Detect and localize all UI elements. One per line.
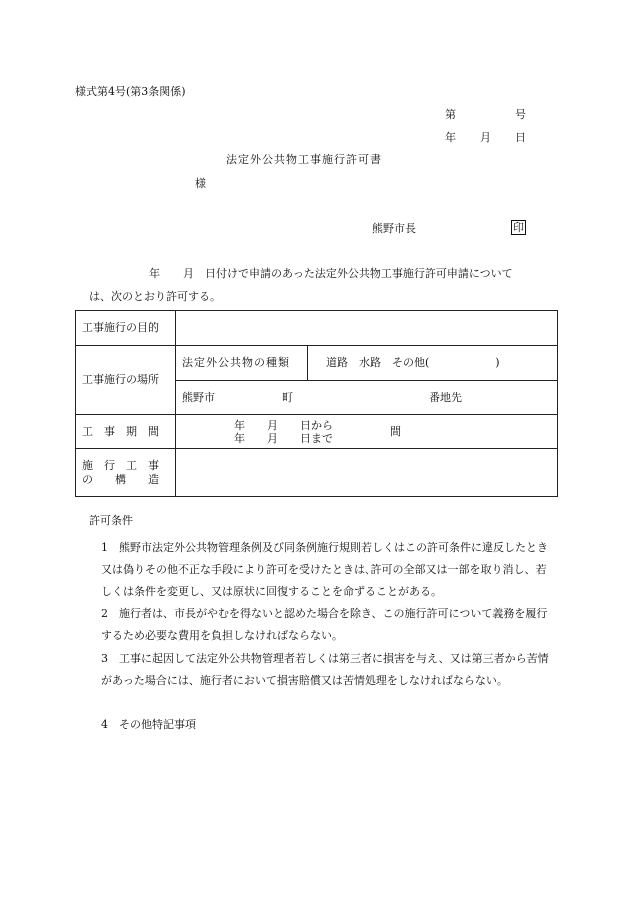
condition-item-3 [101, 648, 557, 692]
structure-row [76, 449, 558, 497]
intro-year: 年 [149, 267, 160, 280]
type-options: 道路 水路 その他( ) [308, 346, 558, 381]
condition-number: 2 [101, 607, 108, 620]
period-end: 年 月 日まで [234, 431, 333, 445]
structure-label-line1: 施 行 工 事 [82, 458, 159, 472]
condition-number: 4 [101, 718, 108, 731]
date-year: 年 [445, 131, 456, 144]
period-value [176, 415, 558, 449]
period-row [76, 415, 558, 449]
date-month: 月 [480, 131, 491, 144]
condition-text: 施行者は、市長がやむを得ないと認めた場合を除き、この施行許可について義務を履行するため必要な費用を負担しなければならない。 [101, 607, 548, 642]
intro-line2: は、次のとおり許可する。 [89, 290, 221, 303]
location-address [176, 381, 558, 415]
purpose-label: 工事施行の目的 [76, 311, 176, 346]
seal-text: 印 [513, 221, 524, 234]
intro-month: 月 [183, 267, 194, 280]
structure-value [176, 449, 558, 497]
period-unit: 間 [390, 425, 401, 438]
purpose-value [176, 311, 558, 346]
condition-text: 熊野市法定外公共物管理条例及び同条例施行規則若しくはこの許可条件に違反したとき又は偽りその他不正な手段により許可を受けたときは､許可の全部又は一部を取り消し、若しくは条件を変更し、又は原状に回復することを命ずることがある。 [101, 541, 548, 598]
structure-label-line2: の 構 造 [82, 472, 159, 486]
condition-text: 工事に起因して法定外公共物管理者若しくは第三者に損害を与え、又は第三者から苦情があった場合には、施行者において損害賠償又は苦情処理をしなければならない。 [101, 652, 549, 687]
condition-item-2 [101, 603, 557, 647]
document-title: 法定外公共物工事施行許可書 [226, 153, 382, 166]
address-city: 熊野市 [182, 390, 215, 404]
period-label: 工 事 期 間 [76, 415, 176, 449]
purpose-row [76, 311, 558, 346]
form-number: 様式第4号(第3条関係) [75, 85, 186, 98]
doc-number-prefix: 第 [445, 108, 456, 121]
address-town: 町 [282, 391, 293, 404]
condition-text: その他特記事項 [119, 718, 196, 731]
period-start: 年 月 日から [234, 418, 333, 432]
location-type-row [76, 346, 558, 381]
structure-label [76, 449, 176, 497]
issuer-name: 熊野市長 [372, 222, 416, 235]
addressee-suffix: 様 [195, 177, 206, 190]
condition-number: 1 [101, 541, 108, 554]
date-day: 日 [515, 131, 526, 144]
condition-item-1 [101, 537, 557, 603]
doc-number-suffix: 号 [515, 108, 526, 121]
condition-number: 3 [101, 652, 108, 665]
intro-line1: 日付けで申請のあった法定外公共物工事施行許可申請について [205, 267, 513, 280]
seal-mark [511, 220, 526, 235]
condition-item-4 [101, 714, 557, 736]
conditions-title: 許可条件 [89, 514, 133, 527]
address-lot: 番地先 [429, 391, 462, 404]
permit-form-table [75, 310, 558, 497]
location-label: 工事施行の場所 [76, 346, 176, 415]
type-label: 法定外公共物の種類 [176, 346, 308, 381]
